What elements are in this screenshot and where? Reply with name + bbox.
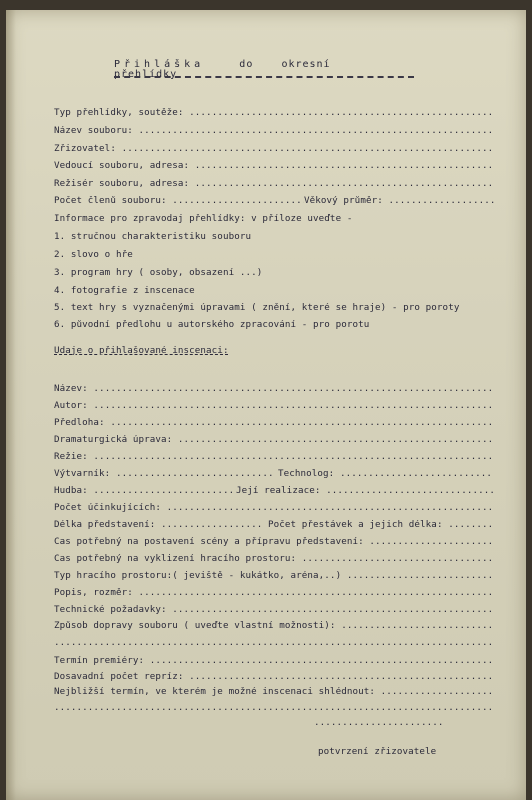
field-technical: Technické požadavky: ..... xyxy=(54,605,494,614)
info-intro: Informace pro zpravodaj přehlídky: v příloze uveďte - xyxy=(54,214,353,224)
field-setup-time: Čas potřebný na postavení scény a přípravu představení: ..... xyxy=(54,537,494,546)
field-designer: Výtvarník: ..... xyxy=(54,469,274,478)
field-space-type: Typ hracího prostoru:( jeviště - kukátko, aréna,..) ..... xyxy=(54,571,494,580)
signature-label: potvrzení zřizovatele xyxy=(318,747,437,757)
field-strike-time: Čas potřebný na vyklizení hracího prostoru: ..... xyxy=(54,554,494,563)
field-title: Název: ..... xyxy=(54,384,494,393)
field-members: Počet členů souboru: ..... xyxy=(54,196,304,205)
field-blank-1 xyxy=(54,638,494,647)
field-next-date: Nejbližší termín, ve kterém je možné inscenaci shlédnout: ..... xyxy=(54,687,494,696)
field-founder: Zřizovatel: ..... xyxy=(54,144,494,153)
form-sheet xyxy=(6,10,526,800)
field-premiere: Termín premiéry: ..... xyxy=(54,656,494,665)
field-music-realization: Její realizace: ..... xyxy=(236,486,494,495)
title-underline xyxy=(114,76,414,78)
field-technician: Technolog: ..... xyxy=(278,469,494,478)
info-item-6: 6. původní předlohu u autorského zpracování - pro porotu xyxy=(54,320,370,330)
field-reprises: Dosavadní počet repríz: ..... xyxy=(54,672,494,681)
field-cast-count: Počet účinkujících: ..... xyxy=(54,503,494,512)
field-direction: Režie: ..... xyxy=(54,452,494,461)
field-source: Předloha: ..... xyxy=(54,418,494,427)
info-item-1: 1. stručnou charakteristiku souboru xyxy=(54,232,252,242)
field-ensemble-name: Název souboru: ..... xyxy=(54,126,494,135)
info-item-4: 4. fotografie z inscenace xyxy=(54,286,195,296)
title-word-3: okresní xyxy=(281,59,331,70)
field-length: Délka představení: ..... xyxy=(54,520,264,529)
info-item-2: 2. slovo o hře xyxy=(54,250,133,260)
title-word-1: Přihláška xyxy=(114,59,205,70)
field-director: Režisér souboru, adresa: ..... xyxy=(54,179,494,188)
field-dimensions: Popis, rozměr: ..... xyxy=(54,588,494,597)
title-word-2: do xyxy=(239,59,254,70)
field-author: Autor: ..... xyxy=(54,401,494,410)
field-blank-2 xyxy=(54,703,494,712)
field-age: Věkový průměr: ..... xyxy=(304,196,494,205)
signature-line xyxy=(314,718,444,727)
field-leader: Vedoucí souboru, adresa: ..... xyxy=(54,161,494,170)
field-intermissions: Počet přestávek a jejich délka: ..... xyxy=(268,520,494,529)
field-transport: Způsob dopravy souboru ( uveďte vlastní možnosti): ..... xyxy=(54,621,494,630)
info-item-3: 3. program hry ( osoby, obsazení ...) xyxy=(54,268,263,278)
field-type: Typ přehlídky, soutěže: ..... xyxy=(54,108,494,117)
title-word-4: přehlídky xyxy=(114,69,178,80)
field-dramaturgy: Dramaturgická úprava: ..... xyxy=(54,435,494,444)
field-music: Hudba: ..... xyxy=(54,486,236,495)
info-item-5: 5. text hry s vyznačenými úpravami ( znění, které se hraje) - pro poroty xyxy=(54,303,460,313)
section-heading: Údaje o přihlašované inscenaci: xyxy=(54,346,229,356)
